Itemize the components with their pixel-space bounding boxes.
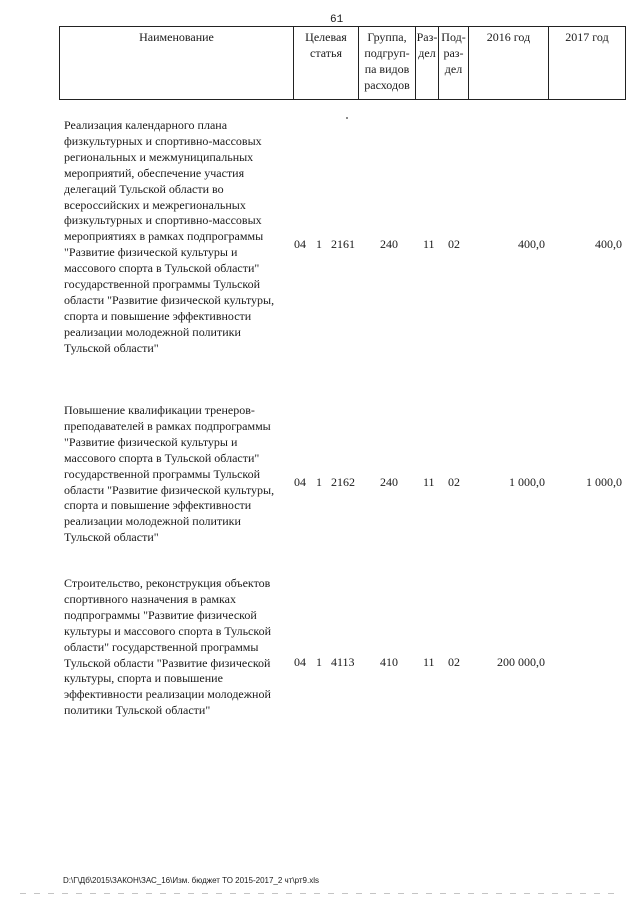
- scan-line: [20, 893, 620, 894]
- row-article-a: 04: [294, 655, 306, 669]
- row-article-b: 1: [316, 475, 322, 489]
- header-subsection-line2: раз-: [443, 46, 464, 60]
- row-2016: 200 000,0: [497, 655, 545, 669]
- row-article-c: 2162: [331, 475, 355, 489]
- header-2016: [468, 27, 548, 99]
- row-section: 11: [423, 237, 435, 251]
- header-group: [358, 27, 415, 99]
- row-article-a: 04: [294, 475, 306, 489]
- row-subsection: 02: [448, 475, 460, 489]
- table-row: [0, 576, 640, 766]
- row-2017: 400,0: [595, 237, 622, 251]
- row-group: 410: [380, 655, 398, 669]
- row-section: 11: [423, 655, 435, 669]
- header-name-label: Наименование: [139, 30, 214, 44]
- header-2017-label: 2017 год: [565, 30, 609, 44]
- header-section-line2: дел: [418, 46, 436, 60]
- header-group-line1: Группа,: [367, 30, 407, 44]
- row-group: 240: [380, 237, 398, 251]
- table-row: [0, 403, 640, 568]
- header-2017: [548, 27, 626, 99]
- header-name: [59, 27, 293, 99]
- header-group-line2: подгруп-: [364, 46, 410, 60]
- row-group: 240: [380, 475, 398, 489]
- row-article-b: 1: [316, 655, 322, 669]
- row-2017: 1 000,0: [586, 475, 622, 489]
- row-article-a: 04: [294, 237, 306, 251]
- row-name: Реализация календарного плана физкультурных и спортивно-массовых региональных и межмуниципальных мероприятий, обеспечение участия делегаций Тульской области во всероссийских и межрегиональных физкультурных и спортивно-массовых мероприятиях в рамках подпрограммы "Развитие физической культуры и массового спорта в Тульской области" государственной программы Тульской области "Развитие физической культуры, спорта и повышение эффективности реализации молодежной политики Тульской области": [64, 118, 275, 355]
- header-group-line3: па видов: [364, 62, 410, 76]
- row-subsection: 02: [448, 655, 460, 669]
- header-subsection: [438, 27, 468, 99]
- row-section: 11: [423, 475, 435, 489]
- header-target-article: [293, 27, 358, 99]
- table-header: [59, 26, 626, 100]
- header-group-line4: расходов: [364, 78, 410, 92]
- header-section-line1: Раз-: [416, 30, 438, 44]
- row-name: Повышение квалификации тренеров-преподавателей в рамках подпрограммы "Развитие физической культуры и массового спорта в Тульской области" государственной программы Тульской области "Развитие физической культуры, спорта и повышение эффективности реализации молодежной политики Тульской области": [64, 403, 275, 545]
- row-article-b: 1: [316, 237, 322, 251]
- row-article-c: 2161: [331, 237, 355, 251]
- header-section: [415, 27, 438, 99]
- header-target-article-line1: Целевая: [305, 30, 347, 44]
- row-2016: 1 000,0: [509, 475, 545, 489]
- row-2016: 400,0: [518, 237, 545, 251]
- footer-file-path: D:\Г\Дб\2015\ЗАКОН\ЗАС_16\Изм. бюджет ТО 2015-2017_2 чт\рт9.xls: [63, 876, 319, 885]
- page-number: 61: [330, 14, 344, 26]
- header-subsection-line3: дел: [444, 62, 463, 76]
- header-subsection-line1: Под-: [441, 30, 466, 44]
- header-target-article-line2: статья: [310, 46, 342, 60]
- row-name: Строительство, реконструкция объектов спортивного назначения в рамках подпрограммы "Развитие физической культуры и массового спорта в Тульской области" государственной программы Тульской области "Развитие физической культуры, спорта и повышение эффективности реализации молодежной политики Тульской области": [64, 576, 272, 718]
- row-subsection: 02: [448, 237, 460, 251]
- row-article-c: 4113: [331, 655, 355, 669]
- table-row: [0, 118, 640, 378]
- header-2016-label: 2016 год: [486, 30, 531, 44]
